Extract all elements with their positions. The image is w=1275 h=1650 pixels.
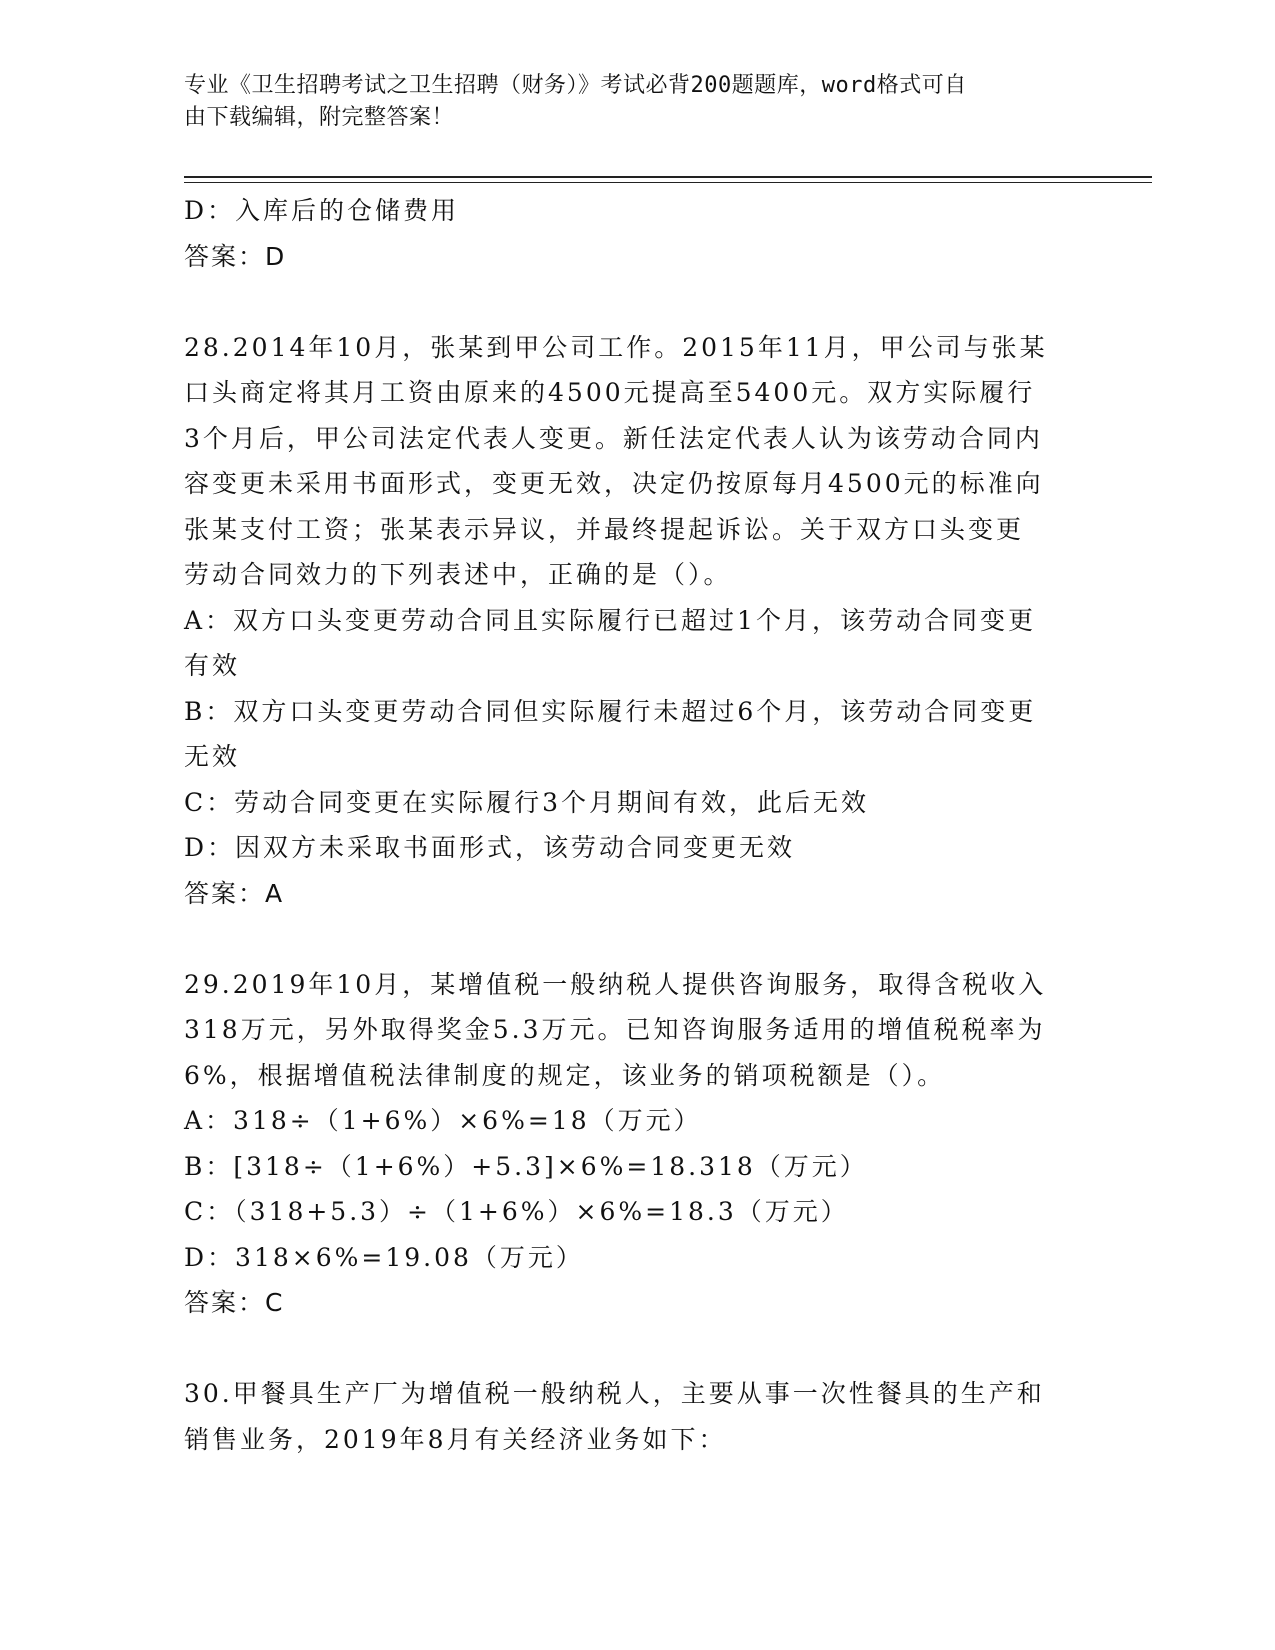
question-content <box>184 188 1084 1462</box>
question-30 <box>184 1371 1084 1462</box>
question-28-option-b: B：双方口头变更劳动合同但实际履行未超过6个月，该劳动合同变更 <box>184 696 1037 726</box>
header-line-2: 由下载编辑，附完整答案！ <box>184 105 455 130</box>
header-divider-thin <box>184 182 1152 183</box>
question-29-line: 318万元，另外取得奖金5.3万元。已知咨询服务适用的增值税税率为 <box>184 1015 1046 1044</box>
question-28 <box>184 325 1084 917</box>
question-29-option-d: D：318×6%=19.08（万元） <box>184 1242 584 1272</box>
spacer <box>184 1326 1084 1372</box>
question-28-line: 劳动合同效力的下列表述中，正确的是（）。 <box>184 560 732 589</box>
question-28-line: 容变更未采用书面形式，变更无效，决定仍按原每月4500元的标准向 <box>184 469 1044 498</box>
header-divider-thick <box>184 176 1152 178</box>
question-29-option-c: C：（318+5.3）÷（1+6%）×6%=18.3（万元） <box>184 1197 849 1226</box>
question-28-answer: 答案：A <box>184 878 285 908</box>
question-28-option-c: C：劳动合同变更在实际履行3个月期间有效，此后无效 <box>184 787 870 817</box>
question-28-line: 张某支付工资；张某表示异议，并最终提起诉讼。关于双方口头变更 <box>184 514 1025 544</box>
spacer <box>184 279 1084 325</box>
page-header <box>184 70 1064 134</box>
question-28-option-d: D：因双方未采取书面形式，该劳动合同变更无效 <box>184 833 796 862</box>
question-28-option-a: A：双方口头变更劳动合同且实际履行已超过1个月，该劳动合同变更 <box>184 605 1036 635</box>
question-29-option-b: B：[318÷（1+6%）+5.3]×6%=18.318（万元） <box>184 1151 868 1181</box>
header-line-1: 专业《卫生招聘考试之卫生招聘（财务）》考试必背200题题库，word格式可自 <box>184 73 967 98</box>
question-28-line: 口头商定将其月工资由原来的4500元提高至5400元。双方实际履行 <box>184 378 1036 407</box>
question-30-line: 30.甲餐具生产厂为增值税一般纳税人，主要从事一次性餐具的生产和 <box>184 1379 1045 1408</box>
question-28-option-b-cont: 无效 <box>184 742 241 771</box>
prev-answer: 答案：D <box>184 241 287 271</box>
spacer <box>184 916 1084 962</box>
prev-option-d: D：入库后的仓储费用 <box>184 196 460 225</box>
question-29-answer: 答案：C <box>184 1288 285 1317</box>
question-28-line: 28.2014年10月，张某到甲公司工作。2015年11月，甲公司与张某 <box>184 332 1048 362</box>
question-29-line: 29.2019年10月，某增值税一般纳税人提供咨询服务，取得含税收入 <box>184 969 1047 999</box>
question-28-line: 3个月后，甲公司法定代表人变更。新任法定代表人认为该劳动合同内 <box>184 423 1043 453</box>
question-29-option-a: A：318÷（1+6%）×6%=18（万元） <box>184 1106 702 1135</box>
question-29 <box>184 962 1084 1326</box>
question-29-line: 6%，根据增值税法律制度的规定，该业务的销项税额是（）。 <box>184 1060 946 1090</box>
question-28-option-a-cont: 有效 <box>184 651 241 680</box>
question-30-line: 销售业务，2019年8月有关经济业务如下： <box>184 1424 727 1454</box>
